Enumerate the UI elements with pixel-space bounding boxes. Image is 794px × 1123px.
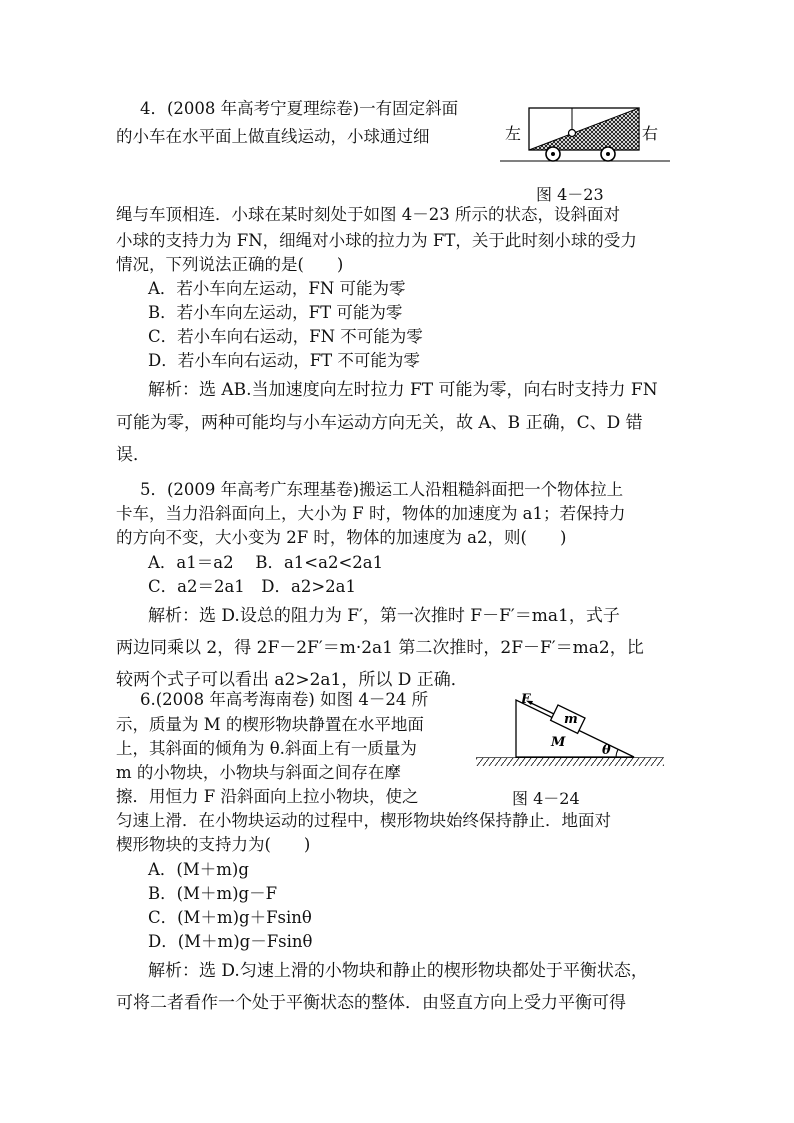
- figure-4-24-caption: 图 4－24: [512, 789, 580, 808]
- q6-solution-line-1: 解析：选 D.匀速上滑的小物块和静止的楔形物块都处于平衡状态，: [148, 961, 648, 981]
- q6-solution-line-2: 可将二者看作一个处于平衡状态的整体．由竖直方向上受力平衡可得: [116, 993, 626, 1013]
- q5-line-3: 的方向不变，大小变为 2F 时，物体的加速度为 a2，则( ): [116, 528, 567, 547]
- q6-line-1: 6.(2008 年高考海南卷) 如图 4－24 所: [140, 690, 429, 709]
- q5-options-cd: C．a2＝2a1 D．a2>2a1: [148, 577, 357, 596]
- q6-line-3: 上，其斜面的倾角为 θ.斜面上有一质量为: [116, 739, 417, 758]
- q5-line-1: 5．(2009 年高考广东理基卷)搬运工人沿粗糙斜面把一个物体拉上: [140, 480, 624, 499]
- q4-option-d: D．若小车向右运动，FT 不可能为零: [148, 351, 420, 370]
- q4-solution-line-3: 误．: [116, 445, 150, 465]
- q6-line-5: 擦．用恒力 F 沿斜面向上拉小物块，使之: [116, 787, 419, 806]
- q4-option-b: B．若小车向左运动，FT 可能为零: [148, 303, 403, 322]
- label-wedge-mass: M: [551, 735, 566, 750]
- q6-option-b: B．(M＋m)g－F: [148, 884, 278, 903]
- q4-solution-line-1: 解析：选 AB.当加速度向左时拉力 FT 可能为零，向右时支持力 FN: [148, 380, 658, 400]
- q5-solution-line-2: 两边同乘以 2，得 2F－2F′＝m·2a1 第二次推时，2F－F′＝ma2，比: [116, 638, 644, 658]
- ball: [569, 130, 576, 137]
- wheel-right: [601, 147, 615, 161]
- q4-line-2: 的小车在水平面上做直线运动，小球通过细: [116, 127, 430, 146]
- wheel-left: [546, 147, 560, 161]
- q4-line-4: 小球的支持力为 FN，细绳对小球的拉力为 FT，关于此时刻小球的受力: [116, 231, 637, 250]
- label-left: 左: [505, 124, 522, 143]
- q4-solution-line-2: 可能为零，两种可能均与小车运动方向无关，故 A、B 正确，C、D 错: [116, 413, 643, 433]
- figure-4-23: [500, 100, 670, 180]
- label-theta: θ: [602, 743, 611, 758]
- q5-line-2: 卡车，当力沿斜面向上，大小为 F 时，物体的加速度为 a1；若保持力: [116, 504, 626, 523]
- q4-line-1: 4．(2008 年高考宁夏理综卷)一有固定斜面: [140, 99, 459, 118]
- q4-option-c: C．若小车向右运动，FN 不可能为零: [148, 327, 423, 346]
- figure-4-23-caption: 图 4－23: [536, 185, 604, 204]
- q6-option-c: C．(M＋m)g＋Fsinθ: [148, 908, 312, 927]
- q5-solution-line-1: 解析：选 D.设总的阻力为 F′，第一次推时 F－F′＝ma1，式子: [148, 606, 620, 626]
- label-force: F: [521, 692, 531, 707]
- q6-line-4: m 的小物块，小物块与斜面之间存在摩: [116, 763, 401, 782]
- q6-line-7: 楔形物块的支持力为( ): [116, 835, 311, 854]
- q6-option-a: A．(M＋m)g: [148, 860, 249, 879]
- q4-line-3: 绳与车顶相连．小球在某时刻处于如图 4－23 所示的状态，设斜面对: [116, 205, 620, 224]
- ground-hatch: [476, 758, 664, 766]
- q6-option-d: D．(M＋m)g－Fsinθ: [148, 932, 313, 951]
- q4-line-5: 情况，下列说法正确的是( ): [116, 255, 344, 274]
- q5-options-ab: A．a1＝a2 B．a1<a2<2a1: [148, 553, 384, 572]
- label-right: 右: [642, 124, 659, 143]
- q6-line-6: 匀速上滑．在小物块运动的过程中，楔形物块始终保持静止．地面对: [116, 811, 611, 830]
- q6-line-2: 示，质量为 M 的楔形物块静置在水平地面: [116, 715, 424, 734]
- q4-option-a: A．若小车向左运动，FN 可能为零: [148, 279, 406, 298]
- label-small-mass: m: [564, 712, 578, 727]
- q5-solution-line-3: 较两个式子可以看出 a2>2a1，所以 D 正确．: [116, 670, 468, 690]
- figure-4-24: [474, 690, 666, 782]
